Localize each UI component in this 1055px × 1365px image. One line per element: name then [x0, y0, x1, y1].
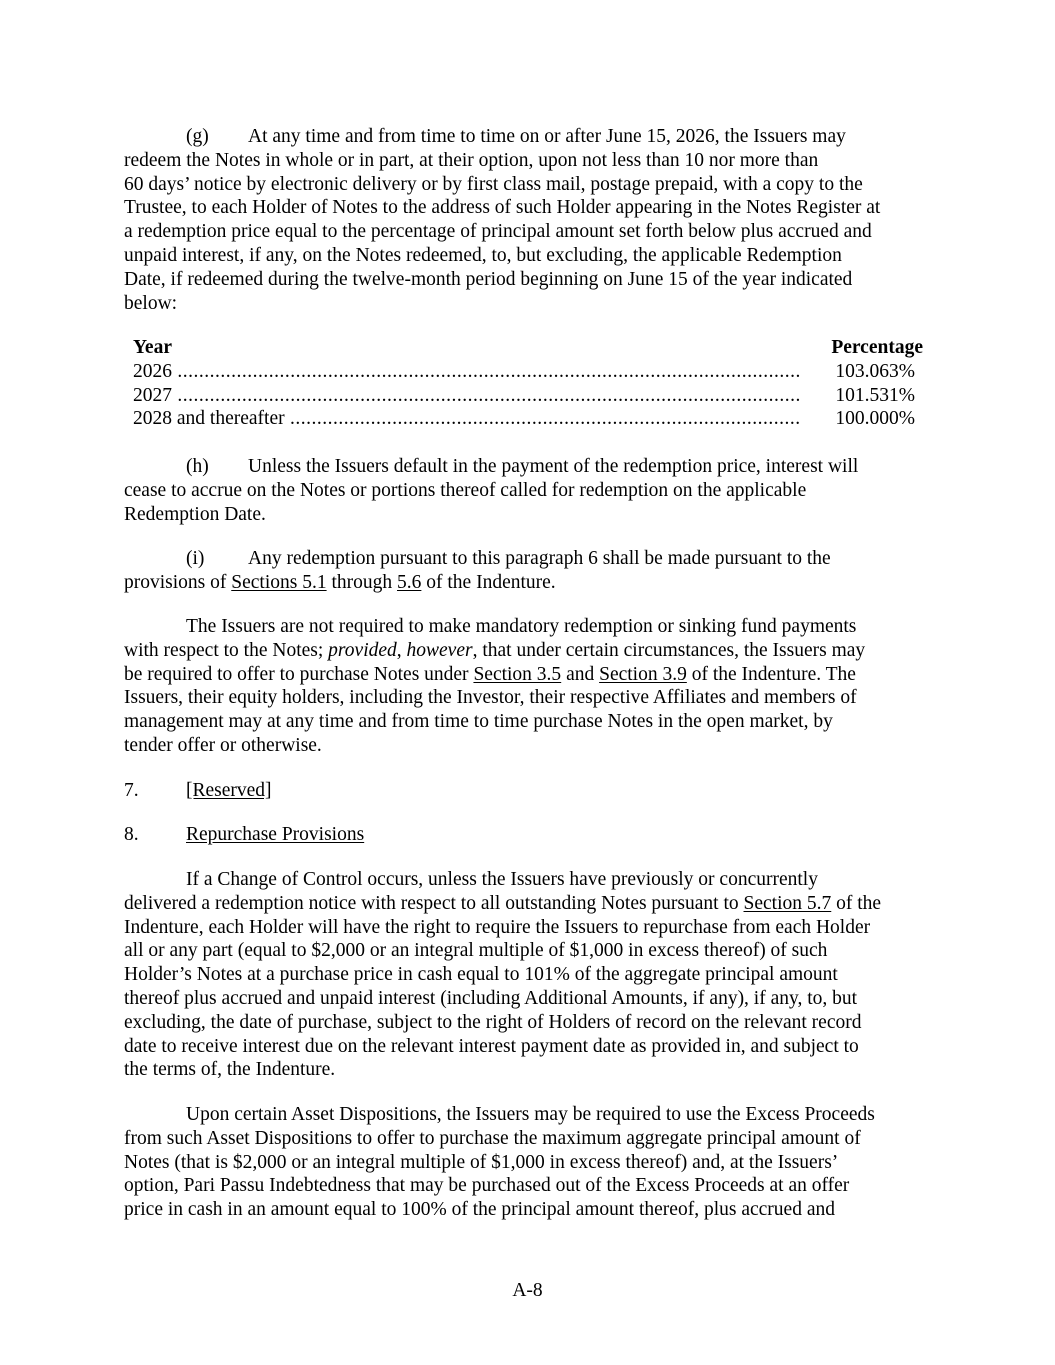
section-number: 7.	[124, 780, 139, 801]
section-number: 8.	[124, 824, 139, 845]
paragraph-g	[124, 125, 934, 315]
text-line: redeem the Notes in whole or in part, at their option, upon not less than 10 nor more than	[124, 149, 819, 171]
year-cell: 2027 .....	[133, 384, 801, 408]
table-row	[133, 384, 923, 408]
section-3-5-link[interactable]: Section 3.5	[473, 663, 562, 685]
paragraph-asset-dispositions	[124, 1103, 934, 1222]
paragraph-label: (g)	[186, 126, 209, 147]
text-line: If a Change of Control occurs, unless the Issuers have previously or concurrently	[186, 869, 818, 890]
section-title: Repurchase Provisions	[186, 824, 365, 845]
text-span: and	[561, 663, 600, 685]
percentage-cell: 103.063%	[835, 360, 915, 382]
paragraph-label: (i)	[186, 548, 205, 569]
text-line: The Issuers are not required to make mandatory redemption or sinking fund payments	[186, 616, 857, 637]
percentage-cell: 101.531%	[835, 384, 915, 406]
text-line: a redemption price equal to the percentage of principal amount set forth below plus accrued and	[124, 221, 872, 243]
paragraph-mandatory-redemption	[124, 615, 934, 758]
text-span: , that under certain circumstances, the Issuers may	[472, 639, 866, 661]
text-line: Unless the Issuers default in the payment of the redemption price, interest will	[248, 456, 859, 477]
text-line	[124, 571, 934, 595]
text-line: all or any part (equal to $2,000 or an integral multiple of $1,000 in excess thereof) of such	[124, 940, 828, 962]
paragraph-h	[124, 455, 934, 526]
text-line: the terms of, the Indenture.	[124, 1059, 336, 1081]
text-line: Upon certain Asset Dispositions, the Issuers may be required to use the Excess Proceeds	[186, 1104, 875, 1125]
text-line: excluding, the date of purchase, subject to the right of Holders of record on the relevant record	[124, 1011, 862, 1033]
text-span: provisions of	[124, 571, 232, 593]
italic-text: however	[406, 639, 473, 661]
table-header-row	[133, 336, 923, 360]
redemption-price-table	[133, 336, 923, 431]
text-line	[124, 639, 934, 663]
year-cell: 2028 and thereafter .....	[133, 407, 801, 431]
section-8-heading	[124, 823, 934, 847]
page-number: A-8	[512, 1280, 543, 1301]
text-line: date to receive interest due on the relevant interest payment date as provided in, and subject to	[124, 1035, 859, 1057]
text-span: of the	[831, 892, 882, 914]
text-line: Issuers, their equity holders, including the Investor, their respective Affiliates and members of	[124, 687, 857, 709]
sections-5-1-link[interactable]: Sections 5.1	[231, 571, 327, 593]
text-span: with respect to the Notes;	[124, 639, 329, 661]
text-line: thereof plus accrued and unpaid interest (including Additional Amounts, if any), if any, to, but	[124, 987, 858, 1009]
text-line: price in cash in an amount equal to 100% of the principal amount thereof, plus accrued and	[124, 1199, 835, 1221]
text-line: Holder’s Notes at a purchase price in cash equal to 101% of the aggregate principal amount	[124, 964, 838, 986]
text-span: of the Indenture.	[421, 571, 556, 593]
section-7-heading	[124, 779, 934, 803]
paragraph-change-of-control	[124, 868, 934, 1082]
text-line: Indenture, each Holder will have the right to require the Issuers to repurchase from each Holder	[124, 916, 871, 938]
text-line	[124, 663, 934, 687]
table-row	[133, 360, 923, 384]
text-line: unpaid interest, if any, on the Notes redeemed, to, but excluding, the applicable Redemption	[124, 244, 842, 266]
text-span: ,	[396, 639, 407, 661]
text-line: management may at any time and from time to time purchase Notes in the open market, by	[124, 711, 833, 733]
text-line: tender offer or otherwise.	[124, 734, 322, 756]
text-span: delivered a redemption notice with respect to all outstanding Notes pursuant to	[124, 892, 744, 914]
text-line: below:	[124, 292, 178, 314]
paragraph-i	[124, 547, 934, 595]
text-span: be required to offer to purchase Notes under	[124, 663, 474, 685]
percentage-column-header: Percentage	[831, 337, 923, 358]
text-line: Redemption Date.	[124, 503, 266, 525]
text-span: of the Indenture. The	[686, 663, 856, 685]
table-row	[133, 407, 923, 431]
text-span: through	[326, 571, 398, 593]
text-line: from such Asset Dispositions to offer to purchase the maximum aggregate principal amount of	[124, 1127, 861, 1149]
year-column-header: Year	[133, 337, 172, 358]
section-title: [Reserved]	[186, 780, 272, 801]
section-5-7-link[interactable]: Section 5.7	[743, 892, 832, 914]
percentage-cell: 100.000%	[835, 408, 915, 430]
text-line: 60 days’ notice by electronic delivery or by first class mail, postage prepaid, with a copy to the	[124, 173, 863, 195]
text-line: cease to accrue on the Notes or portions thereof called for redemption on the applicable	[124, 479, 807, 501]
text-line: At any time and from time to time on or after June 15, 2026, the Issuers may	[248, 126, 846, 147]
text-line: Notes (that is $2,000 or an integral multiple of $1,000 in excess thereof) and, at the Issuers’	[124, 1151, 839, 1173]
section-5-6-link[interactable]: 5.6	[397, 571, 422, 593]
text-line: option, Pari Passu Indebtedness that may be purchased out of the Excess Proceeds at an offer	[124, 1175, 850, 1197]
text-line: Any redemption pursuant to this paragraph 6 shall be made pursuant to the	[248, 548, 831, 569]
italic-text: provided	[328, 639, 397, 661]
section-3-9-link[interactable]: Section 3.9	[599, 663, 687, 685]
text-line	[124, 892, 934, 916]
paragraph-label: (h)	[186, 456, 209, 477]
year-cell: 2026 .....	[133, 360, 801, 384]
text-line: Date, if redeemed during the twelve-month period beginning on June 15 of the year indicated	[124, 268, 853, 290]
text-line: Trustee, to each Holder of Notes to the address of such Holder appearing in the Notes Register at	[124, 197, 881, 219]
